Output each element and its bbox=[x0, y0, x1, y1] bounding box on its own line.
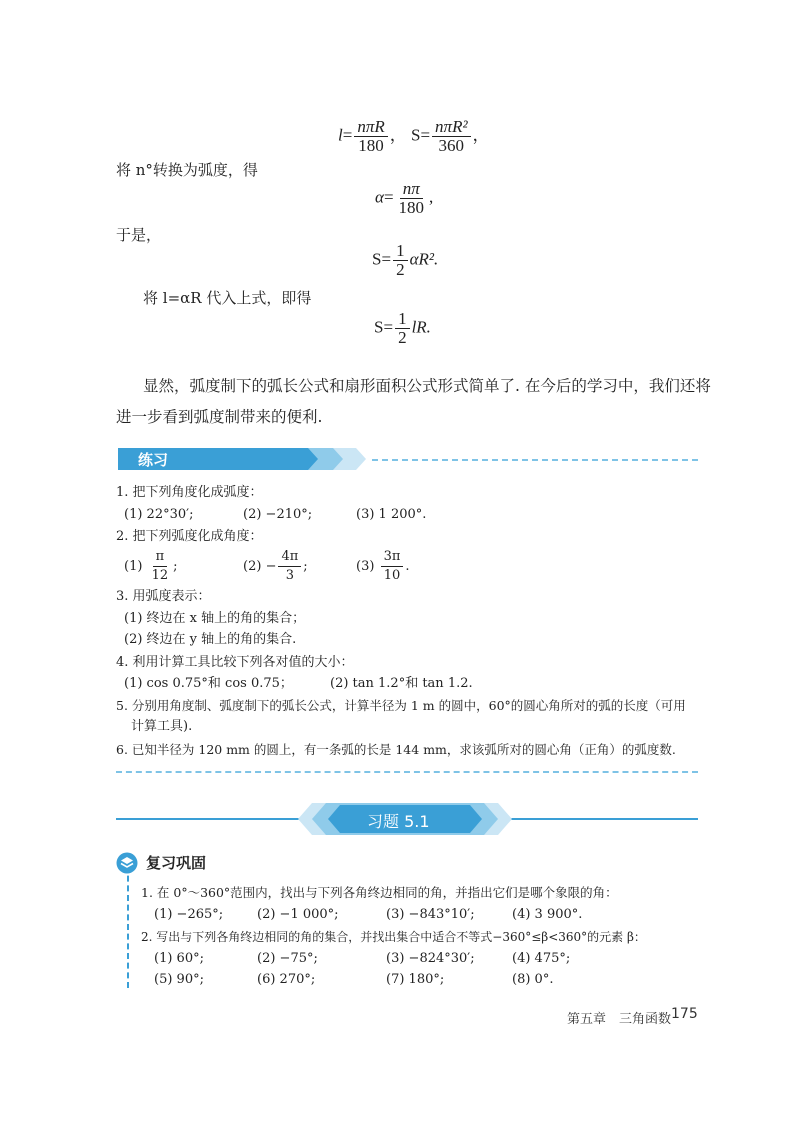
practice-q1-item-3: (3) 1 200°. bbox=[356, 507, 427, 522]
practice-q4-item-2: (2) tan 1.2°和 tan 1.2. bbox=[330, 676, 473, 691]
s-symbol: S bbox=[410, 125, 421, 145]
substitute-text: 将 l=αR 代入上式，即得 bbox=[143, 289, 312, 307]
section-heading: 复习巩固 bbox=[146, 854, 207, 872]
practice-q3: 3. 用弧度表示： bbox=[116, 589, 211, 604]
practice-q1-item-2: (2) −210°; bbox=[243, 507, 313, 522]
l-fraction: $\frac{\text{nπR}}{180}$ bbox=[354, 118, 387, 155]
practice-q3-item-1: (1) 终边在 x 轴上的角的集合； bbox=[124, 611, 306, 626]
practice-q5-line-2: 计算工具). bbox=[131, 719, 193, 734]
practice-top-dashed-line bbox=[372, 459, 698, 461]
page-number: 175 bbox=[671, 1006, 698, 1022]
convert-text: 将 n°转换为弧度，得 bbox=[116, 161, 258, 179]
exercise-sidebar-line bbox=[127, 866, 129, 988]
exercise-q1-item-1: (1) −265°; bbox=[154, 907, 224, 922]
formula-alpha: α= $\frac{n\pi}{180}$ , bbox=[375, 179, 434, 217]
exercise-q1: 1. 在 0°～360°范围内，找出与下列各角终边相同的角，并指出它们是哪个象限的角： bbox=[141, 885, 618, 900]
footer-chapter: 第五章 三角函数 bbox=[567, 1012, 672, 1027]
practice-q2-item-2: (2) − $\frac{4\pi}{3}$ ; bbox=[243, 549, 308, 583]
layers-icon bbox=[116, 852, 138, 874]
s-fraction: $\frac{\text{nπR²}}{360}$ bbox=[432, 118, 471, 155]
exercise-q1-item-4: (4) 3 900°. bbox=[512, 907, 583, 922]
practice-q2: 2. 把下列弧度化成角度： bbox=[116, 529, 263, 544]
exercise-q2: 2. 写出与下列各角终边相同的角的集合，并找出集合中适合不等式−360°≤β<360°的元素 β： bbox=[141, 930, 646, 944]
formula-sector-area-l: S= $\frac{1}{2}$ lR. bbox=[374, 309, 431, 347]
practice-title: 练习 bbox=[138, 451, 169, 469]
formula-sector-area-alpha: S= $\frac{1}{2}$ αR². bbox=[372, 241, 439, 279]
practice-q4-item-1: (1) cos 0.75°和 cos 0.75； bbox=[124, 676, 293, 691]
therefore-text: 于是， bbox=[116, 226, 162, 244]
practice-q6: 6. 已知半径为 120 mm 的圆上，有一条弧的长是 144 mm，求该弧所对的圆心角（正角）的弧度数. bbox=[116, 742, 676, 757]
practice-q4: 4. 利用计算工具比较下列各对值的大小： bbox=[116, 655, 354, 670]
exercise-q2-item-4: (4) 475°; bbox=[512, 951, 571, 966]
practice-q1: 1. 把下列角度化成弧度： bbox=[116, 485, 263, 500]
exercise-q2-item-3: (3) −824°30′; bbox=[386, 951, 475, 966]
practice-q5-line-1: 5. 分别用角度制、弧度制下的弧长公式，计算半径为 1 m 的圆中，60°的圆心角所对的弧的长度（可用 bbox=[116, 698, 686, 713]
practice-q3-item-2: (2) 终边在 y 轴上的角的集合. bbox=[124, 632, 297, 647]
paragraph-line-1: 显然，弧度制下的弧长公式和扇形面积公式形式简单了. 在今后的学习中，我们还将 bbox=[143, 377, 711, 395]
exercise-q2-item-1: (1) 60°; bbox=[154, 951, 204, 966]
exercise-title: 习题 5.1 bbox=[367, 812, 430, 831]
exercise-q1-item-2: (2) −1 000°; bbox=[257, 907, 339, 922]
formula-arc-length-area: l= $\frac{\text{nπR}}{180}$ ， S= $\frac{\text{nπR²}}{360}$ ， bbox=[338, 117, 490, 155]
exercise-q2-item-2: (2) −75°; bbox=[257, 951, 318, 966]
practice-q1-item-1: (1) 22°30′; bbox=[124, 507, 194, 522]
paragraph-line-2: 进一步看到弧度制带来的便利. bbox=[116, 408, 323, 426]
exercise-q2-item-6: (6) 270°; bbox=[257, 972, 316, 987]
exercise-q2-item-8: (8) 0°. bbox=[512, 972, 554, 987]
practice-q2-item-3: (3) $\frac{3\pi}{10}$ . bbox=[356, 549, 410, 583]
practice-bottom-dashed-line bbox=[116, 771, 698, 773]
exercise-q1-item-3: (3) −843°10′; bbox=[386, 907, 475, 922]
l-symbol: l bbox=[338, 125, 343, 145]
exercise-q2-item-7: (7) 180°; bbox=[386, 972, 445, 987]
exercise-q2-item-5: (5) 90°; bbox=[154, 972, 204, 987]
practice-q2-item-1: (1) $\frac{\pi}{12}$ ; bbox=[124, 549, 178, 583]
